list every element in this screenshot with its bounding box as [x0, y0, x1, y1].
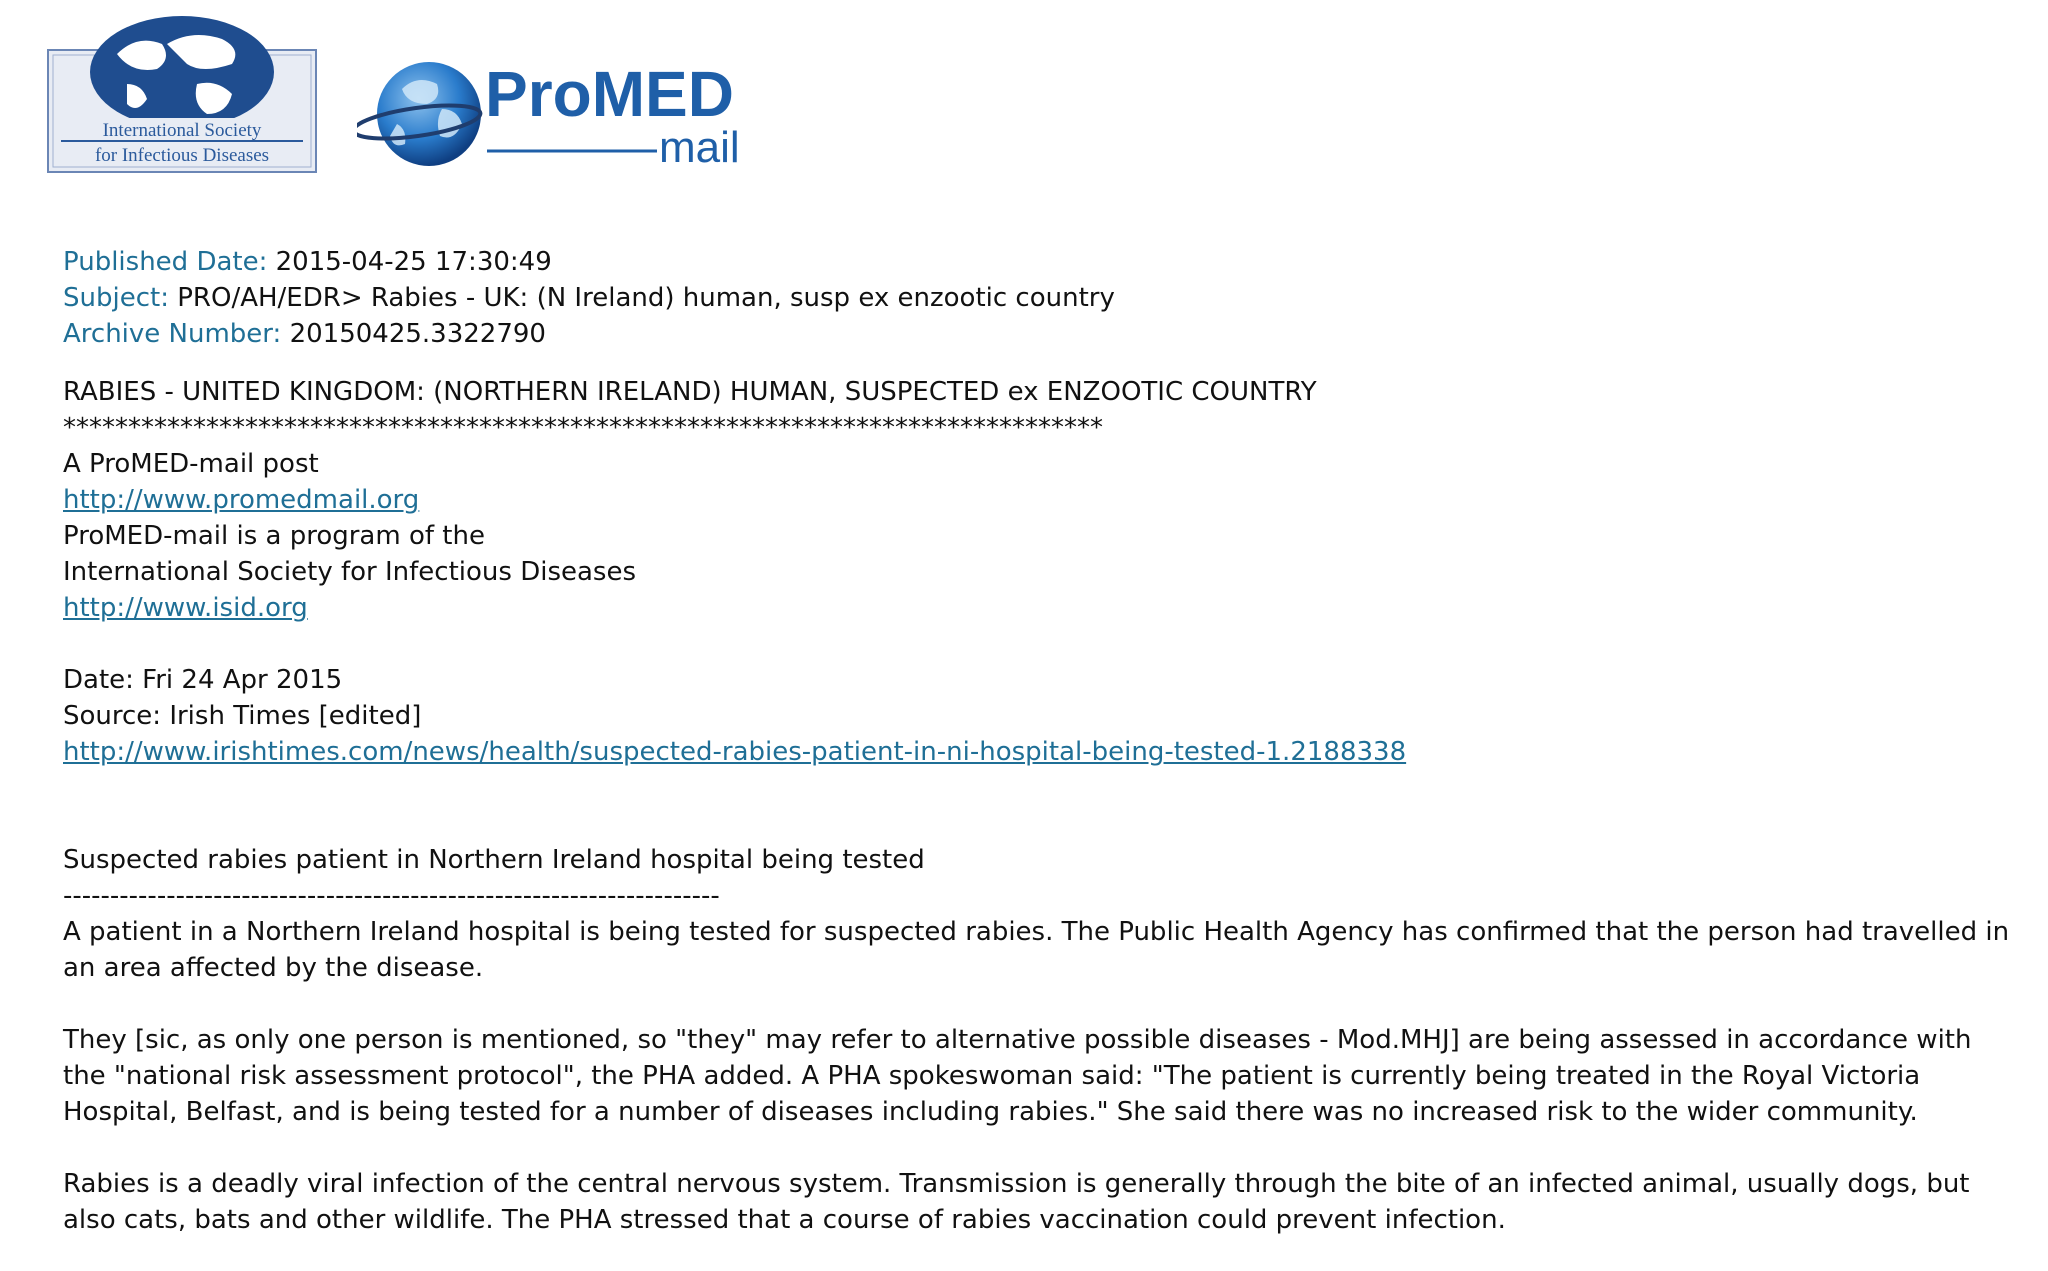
isid-logo — [47, 14, 317, 174]
isid-logo-text-1: International Society — [102, 120, 262, 141]
published-date-row — [63, 244, 2013, 280]
promed-logo — [357, 54, 797, 179]
promed-logo-word: ProMED — [485, 58, 734, 130]
source-line: Source: Irish Times [edited] — [63, 701, 422, 731]
published-date-value: 2015-04-25 17:30:49 — [275, 247, 552, 277]
post-title: RABIES - UNITED KINGDOM: (NORTHERN IRELAND) HUMAN, SUSPECTED ex ENZOOTIC COUNTRY — [63, 377, 1317, 407]
article-paragraph-3: Rabies is a deadly viral infection of the central nervous system. Transmission is generally through the bite of an infected animal, usually dogs, but also cats, bats and other wildlife. The PHA stressed that a course of rabies vaccination could prevent infection. — [63, 1169, 1970, 1235]
isid-link[interactable]: http://www.isid.org — [63, 593, 308, 623]
subject-label: Subject: — [63, 283, 169, 313]
promed-logo-sub: mail — [659, 123, 740, 172]
article-paragraph-2: They [sic, as only one person is mentioned, so "they" may refer to alternative possible diseases - Mod.MHJ] are being assessed in accordance with the "national risk assessment protocol", the PHA added. A PHA spokeswoman said: "The patient is currently being treated in the Royal Victoria Hospital, Belfast, and is being tested for a number of diseases including rabies." She said there was no increased risk to the wider community. — [63, 1025, 1972, 1127]
subject-row — [63, 280, 2013, 316]
source-article-link[interactable]: http://www.irishtimes.com/news/health/suspected-rabies-patient-in-ni-hospital-being-tested-1.2188338 — [63, 737, 1407, 767]
promedmail-link[interactable]: http://www.promedmail.org — [63, 485, 420, 515]
article-paragraph-1: A patient in a Northern Ireland hospital is being tested for suspected rabies. The Public Health Agency has confirmed that the person had travelled in an area affected by the disease. — [63, 917, 2010, 983]
isid-logo-text-2: for Infectious Diseases — [94, 145, 270, 166]
header-logos — [47, 14, 847, 179]
article-title-underline: ---------------------------------------------------------------------- — [63, 881, 720, 911]
article-title: Suspected rabies patient in Northern Ireland hospital being tested — [63, 845, 925, 875]
program-line-2: International Society for Infectious Diseases — [63, 557, 637, 587]
archive-number-row — [63, 316, 2013, 352]
date-line: Date: Fri 24 Apr 2015 — [63, 665, 343, 695]
intro-line: A ProMED-mail post — [63, 449, 319, 479]
archive-number-value: 20150425.3322790 — [289, 319, 546, 349]
program-line-1: ProMED-mail is a program of the — [63, 521, 485, 551]
published-date-label: Published Date: — [63, 247, 268, 277]
archive-number-label: Archive Number: — [63, 319, 282, 349]
title-underline-stars: ******************************************************************************** — [63, 413, 1103, 443]
subject-value: PRO/AH/EDR> Rabies - UK: (N Ireland) human, susp ex enzootic country — [177, 283, 1115, 313]
post-content — [63, 244, 2013, 1238]
